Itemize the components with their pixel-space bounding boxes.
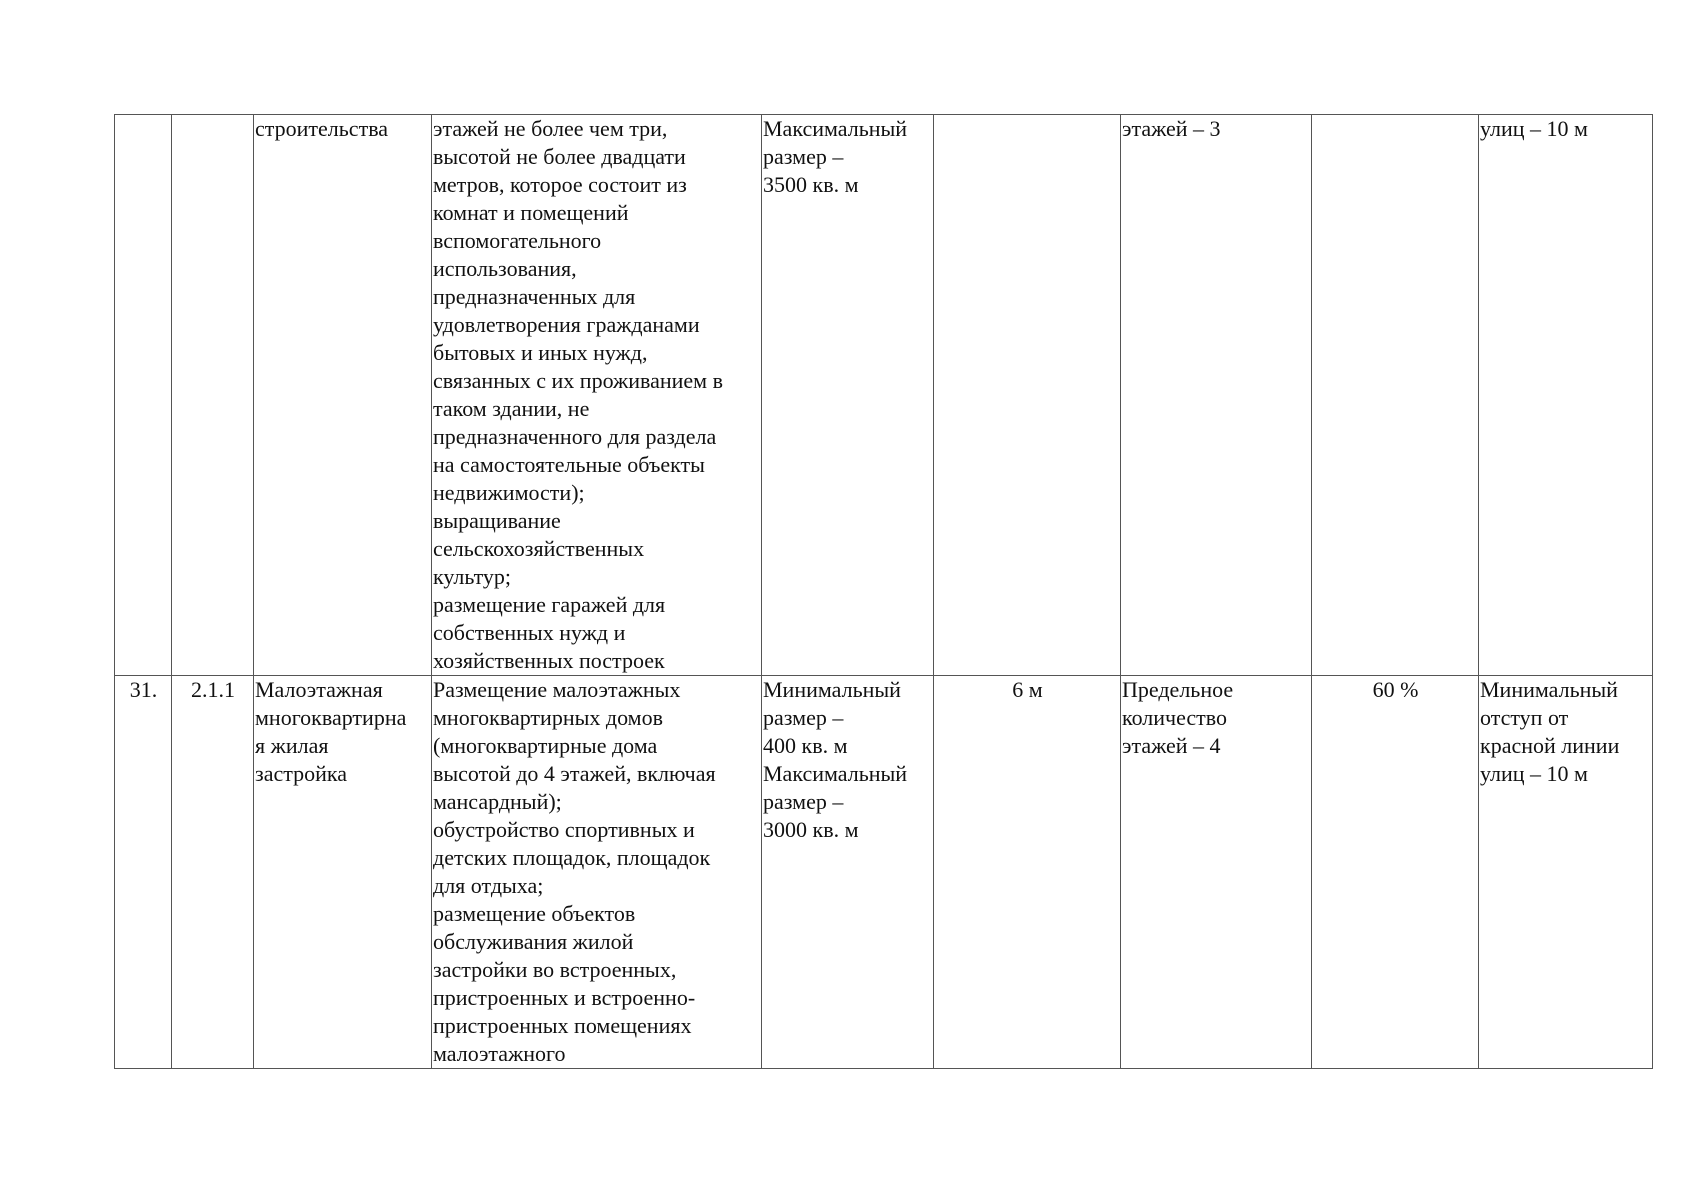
coverage-cell: 60 % — [1312, 676, 1479, 1069]
setback-cell — [934, 115, 1121, 676]
red-line-setback-cell: Минимальный отступ от красной линии улиц – 10 м — [1479, 676, 1653, 1069]
floors-cell: Предельное количество этажей – 4 — [1121, 676, 1312, 1069]
use-description-cell: этажей не более чем три, высотой не более двадцати метров, которое состоит из комнат и помещений вспомогательного использования, предназначенных для удовлетворения гражданами бытовых и иных нужд, связанных с их проживанием в таком здании, не предназначенного для раздела на самостоятельные объекты недвижимости); выращивание сельскохозяйственных культур; размещение гаражей для собственных нужд и хозяйственных построек — [432, 115, 762, 676]
use-code-cell: 2.1.1 — [172, 676, 254, 1069]
floors-cell: этажей – 3 — [1121, 115, 1312, 676]
red-line-setback-cell: улиц – 10 м — [1479, 115, 1653, 676]
coverage-cell — [1312, 115, 1479, 676]
setback-cell: 6 м — [934, 676, 1121, 1069]
row-number-cell — [115, 115, 172, 676]
plot-size-cell: Максимальный размер – 3500 кв. м — [762, 115, 934, 676]
use-code-cell — [172, 115, 254, 676]
regulations-table — [114, 114, 1653, 1069]
table-row — [115, 676, 1653, 1069]
use-name-cell: строительства — [254, 115, 432, 676]
use-description-cell: Размещение малоэтажных многоквартирных домов (многоквартирные дома высотой до 4 этажей, включая мансардный); обустройство спортивных и детских площадок, площадок для отдыха; размещение объектов обслуживания жилой застройки во встроенных, пристроенных и встроенно- пристроенных помещениях малоэтажного — [432, 676, 762, 1069]
table-row — [115, 115, 1653, 676]
use-name-cell: Малоэтажная многоквартирна я жилая застройка — [254, 676, 432, 1069]
row-number-cell: 31. — [115, 676, 172, 1069]
plot-size-cell: Минимальный размер – 400 кв. м Максимальный размер – 3000 кв. м — [762, 676, 934, 1069]
